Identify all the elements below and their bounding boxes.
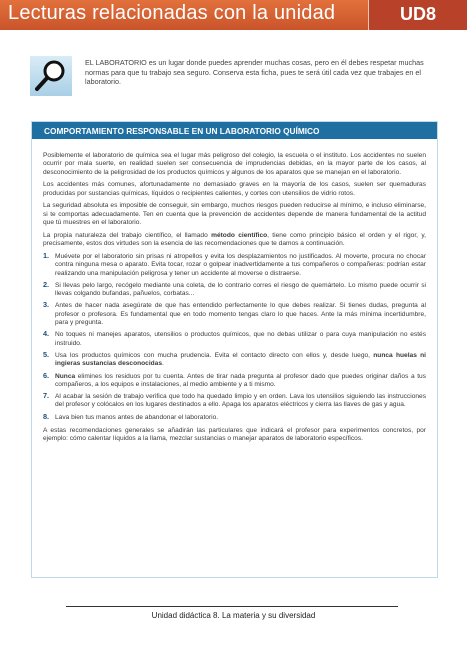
section-frame — [31, 121, 438, 578]
list-item — [43, 331, 426, 348]
paragraph: Posiblemente el laboratorio de química sea el lugar más peligroso del colegio, la escuela o el instituto. Los accidentes no suelen ocurrir por mala suerte, en realidad suelen ser consecuencia de imprudencias debidas, en la mayor parte de los casos, al desconocimiento de la peligrosidad de los productos químicos y algunos de los aparatos que se manejan en el laboratorio. — [43, 152, 426, 176]
item-number: 2. — [43, 279, 50, 289]
paragraph — [43, 232, 426, 249]
bold-warning: Nunca — [55, 372, 76, 380]
item-text: Si llevas pelo largo, recógelo mediante una coleta, de lo contrario corres el riesgo de quemártelo. Lo mismo puede ocurrir si llevas colgando bufandas, pañuelos, corbatas... — [55, 281, 426, 298]
list-item — [43, 370, 426, 390]
item-text: Usa los productos químicos con mucha prudencia. Evita el contacto directo con ellos y, desde luego, — [55, 351, 374, 359]
intro-icon-box — [30, 56, 72, 96]
paragraph-text: La propia naturaleza del trabajo científico, el llamado — [43, 231, 212, 239]
item-text: elimines los residuos por tu cuenta. Antes de tirar nada pregunta al profesor dado que puedes originar daños a tus compañeros, a los equipos e instalaciones, al medio ambiente y a ti mismo. — [55, 372, 426, 388]
item-number: 8. — [43, 411, 50, 421]
unit-tag — [368, 0, 467, 30]
item-text: Al acabar la sesión de trabajo verifica que todo ha quedado limpio y en orden. Lava los utensilios siguiendo las instrucciones del profesor y colócalos en los lugares destinados a ello. Apaga los aparatos eléctricos y cierra las llaves de gas y agua. — [55, 393, 426, 409]
unit-label: UD8 — [399, 4, 436, 24]
section-header — [32, 122, 437, 139]
list-item — [43, 250, 426, 278]
list-item — [43, 411, 426, 422]
item-number: 6. — [43, 370, 50, 380]
item-text: No toques ni manejes aparatos, utensilios o productos químicos, que no debas utilizar o para cuya manipulación no estés instruido. — [55, 331, 426, 347]
paragraph-text: , tiene como principio básico el orden y el rigor, y, precisamente, estos dos virtudes son la esencia de las recomendaciones que te damos a continuación. — [43, 231, 426, 248]
banner-title: Lecturas relacionadas con la unidad — [8, 2, 336, 24]
intro-box — [30, 56, 424, 98]
item-number: 7. — [43, 391, 50, 401]
item-text: Lava bien tus manos antes de abandonar el laboratorio. — [55, 413, 219, 421]
footer-divider — [66, 606, 398, 607]
list-item — [43, 302, 426, 327]
list-item — [43, 393, 426, 410]
section-title: COMPORTAMIENTO RESPONSABLE EN UN LABORATORIO QUÍMICO — [44, 126, 320, 136]
list-item — [43, 349, 426, 369]
item-text: . — [162, 360, 164, 368]
page-footer: Unidad didáctica 8. La materia y su diversidad — [151, 611, 316, 620]
bold-term: método científico — [211, 231, 268, 239]
item-number: 5. — [43, 349, 50, 359]
list-item — [43, 279, 426, 299]
paragraph: A estas recomendaciones generales se añadirán las particulares que indicará el profesor para experimentos concretos, por ejemplo: cómo calentar líquidos a la llama, mezclar sustancias o manejar aparatos de laboratorio específicos. — [43, 426, 426, 442]
paragraph: La seguridad absoluta es imposible de conseguir, sin embargo, muchos riesgos pueden reducirse al mínimo, e incluso eliminarse, si te comportas adecuadamente. Ten en cuenta que la prevención de accidentes depende de manera fundamental de la actitud que tú muestres en el laboratorio. — [43, 202, 426, 227]
intro-text: EL LABORATORIO es un lugar donde puedes aprender muchas cosas, pero en él debes respetar muchas normas para que tu trabajo sea seguro. Conserva esta ficha, pues te será útil cada vez que trabajes en el laboratorio. — [85, 58, 424, 86]
item-text: Muévete por el laboratorio sin prisas ni atropellos y evita los desplazamientos no justificados. Al moverte, procura no chocar contra ninguna mesa o aparato. Evita tocar, rozar o golpear inadvertidamente a tus compañeros o compañeras: podrían estar realizando una manipulación peligrosa y tener un accidente al moverse o distraerse. — [55, 252, 426, 277]
section-body — [43, 152, 426, 448]
top-banner — [0, 0, 467, 30]
item-number: 4. — [43, 329, 50, 339]
item-number: 3. — [43, 300, 50, 310]
magnifying-glass-icon — [30, 56, 72, 96]
paragraph: Los accidentes más comunes, afortunadamente no demasiado graves en la mayoría de los casos, suelen ser quemaduras producidas por sustancias químicas, líquidos o recipientes calientes, y cortes con utensilios de vidrio rotos. — [43, 181, 426, 197]
item-number: 1. — [43, 250, 50, 260]
recommendations-list — [43, 250, 426, 422]
item-text: Antes de hacer nada asegúrate de que has entendido perfectamente lo que debes realizar. Si tienes dudas, pregunta al profesor o profesora. Es fundamental que en todo momento tengas claro lo que haces. Ante la más mínima incertidumbre, para y pregunta. — [55, 302, 426, 327]
bold-warning: nunca huelas ni ingieras sustancias desconocidas — [55, 351, 426, 368]
